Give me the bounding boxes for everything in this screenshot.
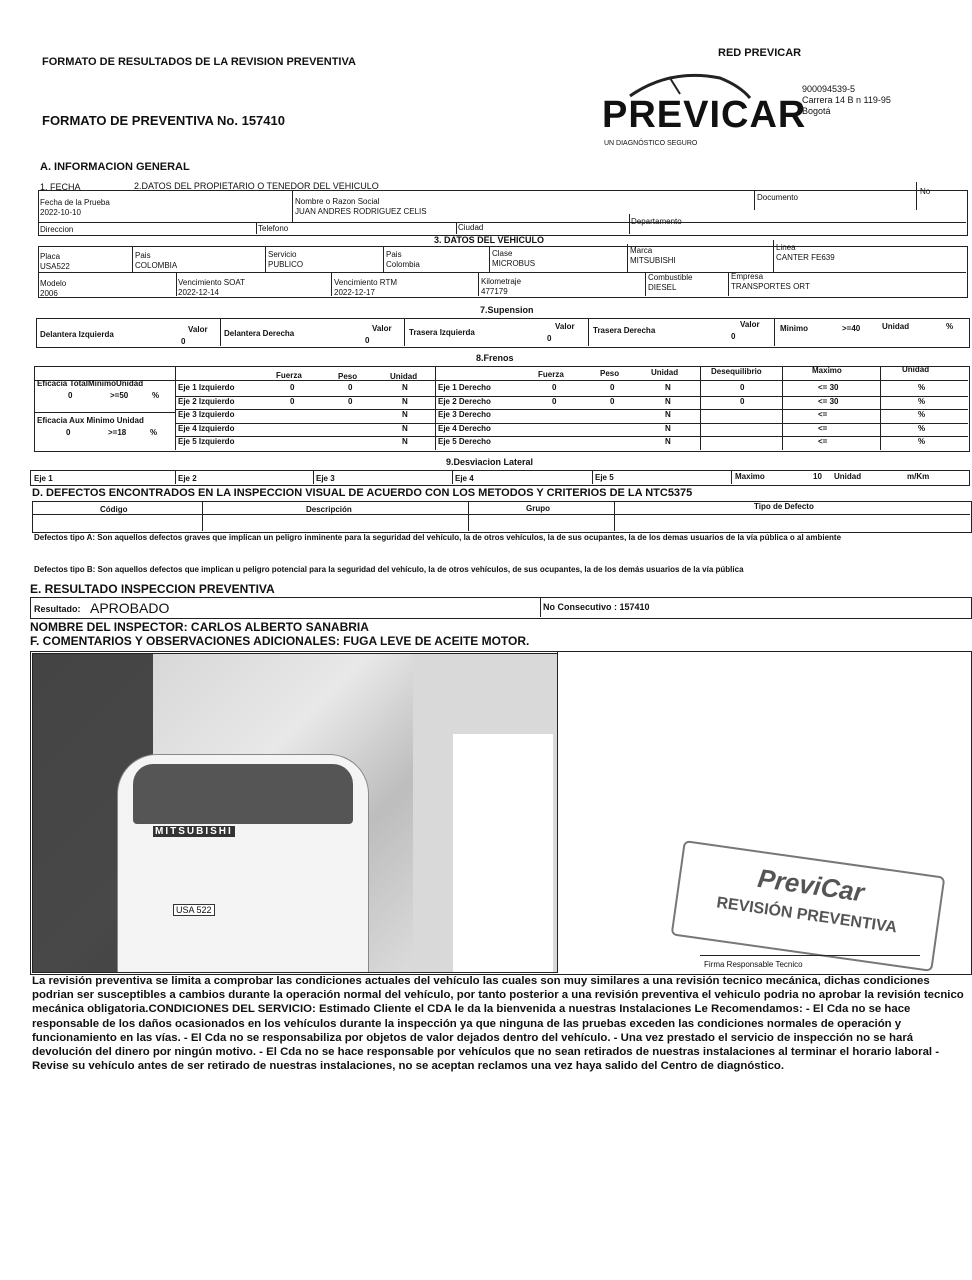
- defects-col-codigo: Código: [100, 505, 128, 514]
- placa-value: USA522: [40, 262, 70, 271]
- empresa-value: TRANSPORTES ORT: [731, 282, 810, 291]
- susp-unidad-label: Unidad: [882, 322, 910, 331]
- format-title: FORMATO DE RESULTADOS DE LA REVISION PREVENTIVA: [42, 56, 356, 68]
- company-info: [802, 84, 891, 117]
- desv-unidad-label: Unidad: [834, 472, 862, 481]
- frenos-der-label: Eje 3 Derecho: [438, 410, 491, 420]
- desv-unidad: m/Km: [907, 472, 930, 481]
- inspector-name: NOMBRE DEL INSPECTOR: CARLOS ALBERTO SANABRIA: [30, 620, 369, 634]
- frenos-der-label: Eje 2 Derecho: [438, 396, 491, 406]
- eficacia-total-label: Eficacia Total: [37, 379, 88, 388]
- desv-eje-3: Eje 3: [316, 474, 335, 483]
- comentarios: F. COMENTARIOS Y OBSERVACIONES ADICIONALES: FUGA LEVE DE ACEITE MOTOR.: [30, 634, 530, 648]
- frenos-izq-peso: 0: [348, 396, 353, 406]
- susp-4-valor: 0: [731, 332, 736, 341]
- vehicle-title: 3. DATOS DEL VEHICULO: [434, 235, 545, 245]
- desviacion-table: [30, 470, 970, 486]
- frenos-row-divider: [175, 409, 968, 410]
- linea-value: CANTER FE639: [776, 253, 835, 262]
- frenos-col-unidad-2: Unidad: [651, 368, 679, 377]
- suspension-table: [36, 318, 970, 348]
- section-d-title: D. DEFECTOS ENCONTRADOS EN LA INSPECCION VISUAL DE ACUERDO CON LOS METODOS Y CRITERIOS DE LA NTC5375: [32, 487, 693, 499]
- clase-value: MICROBUS: [492, 259, 536, 268]
- frenos-izq-label: Eje 3 Izquierdo: [178, 410, 235, 420]
- format-number: FORMATO DE PREVENTIVA No. 157410: [42, 113, 285, 128]
- frenos-unidad: %: [918, 437, 926, 447]
- frenos-der-unidad: N: [665, 396, 671, 406]
- nombre-label: Nombre o Razon Social: [295, 197, 380, 206]
- desv-eje-1: Eje 1: [34, 474, 53, 483]
- eficacia-aux: [37, 416, 144, 425]
- frenos-desequilibrio: 0: [740, 396, 745, 406]
- footer-conditions: La revisión preventiva se limita a comprobar las condiciones actuales del vehículo las cuales son muy similares a una revisión tecnico mecánica, dichas condiciones podrian ser susceptibles a cambios durante la operación normal del vehículo, por tanto posterior a una revisión preventiva el vehiculo podria no aprobar la revisión tecnico mecánica obligatoria.CONDICIONES DEL SERVICIO: Estimado Cliente el CDA le da la bienvenida a nuestras Instalaciones Le Recomendamos: - El Cda no se hace responsable de los daños ocasionados en los vehículos durante la inspección ya que ninguna de las pruebas exceden las condiciones normales de operación y funcionamiento en las vías. - El Cda no se responsabiliza por objetos de valor dejados dentro del vehículo. - Una vez prestado el servicio de inspección no se hará devolución del dinero por ningún motivo. - El Cda no se hace responsable por vehículos que no sean retirados de nuestras instalaciones al terminar el horario laboral - Revise su vehículo antes de ser retirado de nuestras instalaciones, no se aceptan reclamos una vez haya salido del Centro de diagnóstico.: [32, 975, 964, 1073]
- section-a-title: A. INFORMACION GENERAL: [40, 161, 190, 173]
- frenos-der-unidad: N: [665, 410, 671, 420]
- susp-2-label: Delantera Derecha: [224, 329, 295, 338]
- nombre-value: JUAN ANDRES RODRIGUEZ CELIS: [295, 207, 427, 216]
- frenos-izq-label: Eje 4 Izquierdo: [178, 423, 235, 433]
- modelo-value: 2006: [40, 289, 58, 298]
- frenos-der-fuerza: 0: [552, 383, 557, 392]
- suspension-title: 7.Supension: [480, 305, 534, 315]
- frenos-desequilibrio: 0: [740, 383, 745, 392]
- frenos-unidad: %: [918, 410, 926, 420]
- frenos-col-unidad-1: Unidad: [390, 372, 418, 381]
- frenos-col-fuerza-2: Fuerza: [538, 370, 564, 379]
- susp-minimo: >=40: [842, 324, 861, 333]
- stamp-text: REVISIÓN PREVENTIVA: [715, 894, 898, 937]
- frenos-col-peso-2: Peso: [600, 369, 620, 378]
- placa-label: Placa: [40, 252, 61, 261]
- eficacia-aux-valor: 0: [66, 428, 71, 437]
- frenos-der-fuerza: 0: [552, 396, 557, 406]
- result-table: [30, 597, 972, 619]
- pais2-label: Pais: [386, 250, 402, 259]
- frenos-izq-label: Eje 5 Izquierdo: [178, 437, 235, 447]
- frenos-unidad: %: [918, 396, 926, 406]
- departamento-label: Departamento: [631, 217, 682, 226]
- frenos-der-peso: 0: [610, 383, 615, 392]
- frenos-izq-unidad: N: [402, 437, 408, 447]
- eficacia-total-minimo: >=50: [110, 391, 129, 400]
- previcar-logo: [600, 64, 807, 150]
- susp-minimo-label: Minimo: [780, 324, 808, 333]
- susp-3-valor-label: Valor: [555, 322, 575, 331]
- frenos-izq-fuerza: 0: [290, 383, 295, 392]
- susp-1-valor-label: Valor: [188, 325, 208, 334]
- soat-label: Vencimiento SOAT: [178, 278, 245, 287]
- frenos-col-peso-1: Peso: [338, 372, 358, 381]
- eficacia-aux-unidad: %: [150, 428, 158, 437]
- frenos-izq-unidad: N: [402, 423, 408, 433]
- servicio-label: Servicio: [268, 250, 297, 259]
- frenos-col-fuerza-1: Fuerza: [276, 371, 302, 380]
- defects-col-descripcion: Descripción: [306, 505, 352, 514]
- eficacia-aux-unidad-label: Unidad: [116, 416, 144, 425]
- frenos-izq-fuerza: 0: [290, 396, 295, 406]
- frenos-izq-unidad: N: [402, 410, 408, 420]
- susp-4-label: Trasera Derecha: [593, 326, 656, 335]
- frenos-maximo: <= 30: [818, 383, 839, 392]
- susp-3-label: Trasera Izquierda: [409, 328, 475, 337]
- defects-col-grupo: Grupo: [526, 504, 550, 513]
- susp-3-valor: 0: [547, 334, 552, 343]
- frenos-row-divider: [175, 436, 968, 437]
- brand-name: PREVICAR: [602, 94, 807, 136]
- frenos-izq-label: Eje 2 Izquierdo: [178, 396, 235, 406]
- frenos-col-unidad-3: Unidad: [902, 365, 930, 374]
- frenos-izq-unidad: N: [402, 396, 408, 406]
- linea-label: Linea: [776, 243, 796, 252]
- clase-label: Clase: [492, 249, 513, 258]
- desv-eje-4: Eje 4: [455, 474, 474, 483]
- frenos-der-unidad: N: [665, 423, 671, 433]
- soat-value: 2022-12-14: [178, 288, 219, 297]
- firma-label: Firma Responsable Tecnico: [704, 960, 803, 969]
- fecha-prueba-value: 2022-10-10: [40, 208, 81, 217]
- frenos-title: 8.Frenos: [476, 353, 514, 363]
- owner-label: 2.DATOS DEL PROPIETARIO O TENEDOR DEL VEHICULO: [134, 181, 379, 191]
- frenos-row-divider: [175, 396, 968, 397]
- stamp-brand: PreviCar: [755, 862, 866, 908]
- network-name: RED PREVICAR: [718, 47, 802, 59]
- pais-value: COLOMBIA: [135, 261, 178, 270]
- frenos-der-unidad: N: [665, 437, 671, 447]
- company-nit: 900094539-5: [802, 84, 856, 94]
- photo-plate: USA 522: [173, 904, 215, 916]
- eficacia-total-unidad: %: [152, 391, 160, 400]
- susp-1-label: Delantera Izquierda: [40, 330, 114, 339]
- frenos-der-peso: 0: [610, 396, 615, 406]
- resultado-label: Resultado:: [34, 604, 81, 614]
- frenos-col-deseq: Desequilibrio: [711, 367, 762, 376]
- frenos-izq-label: Eje 1 Izquierdo: [178, 383, 235, 392]
- company-city: Bogotá: [802, 106, 831, 116]
- rtm-value: 2022-12-17: [334, 288, 375, 297]
- pais-label: Pais: [135, 251, 151, 260]
- susp-2-valor: 0: [365, 336, 370, 345]
- eficacia-total-unidad-label: Unidad: [115, 379, 144, 388]
- desv-maximo: 10: [813, 472, 822, 481]
- eficacia-aux-minimo-label: Minimo: [86, 416, 115, 425]
- modelo-label: Modelo: [40, 279, 67, 288]
- susp-4-valor-label: Valor: [740, 320, 760, 329]
- eficacia-aux-label: Eficacia Aux: [37, 416, 85, 425]
- direccion-label: Direccion: [40, 225, 74, 234]
- combustible-label: Combustible: [648, 273, 693, 282]
- desv-eje-2: Eje 2: [178, 474, 197, 483]
- marca-value: MITSUBISHI: [630, 256, 676, 265]
- resultado-value: APROBADO: [90, 600, 170, 616]
- company-address: Carrera 14 B n 119-95: [802, 95, 891, 105]
- no-label: No: [920, 187, 931, 196]
- eficacia-total: [37, 379, 143, 388]
- frenos-der-unidad: N: [665, 383, 671, 392]
- brand-tagline: UN DIAGNÓSTICO SEGURO: [604, 140, 698, 147]
- km-value: 477179: [481, 287, 508, 296]
- fecha-prueba-label: Fecha de la Prueba: [40, 198, 110, 207]
- frenos-izq-unidad: N: [402, 383, 408, 392]
- eficacia-total-valor: 0: [68, 391, 73, 400]
- owner-table: [38, 190, 968, 236]
- frenos-der-label: Eje 4 Derecho: [438, 423, 491, 433]
- defectos-tipo-b: Defectos tipo B: Son aquellos defectos que implican u peligro potencial para la seguridad del vehículo, la de otros vehículos, de sus ocupantes, la de los demás usuarios de la vía pública: [34, 565, 744, 574]
- desv-eje-5: Eje 5: [595, 473, 614, 482]
- defectos-tipo-a: Defectos tipo A: Son aquellos defectos graves que implican un peligro inminente para la seguridad del vehículo, la de otros vehículos, la de sus ocupantes, la de los demas usuarios de la vía pública o al ambiente: [34, 533, 842, 542]
- fecha-label: 1. FECHA: [40, 182, 81, 192]
- empresa-label: Empresa: [731, 272, 764, 281]
- telefono-label: Telefono: [258, 224, 289, 233]
- pais2-value: Colombia: [386, 260, 420, 269]
- frenos-maximo: <=: [818, 423, 828, 433]
- rtm-label: Vencimiento RTM: [334, 278, 397, 287]
- desviacion-title: 9.Desviacion Lateral: [446, 457, 534, 467]
- consecutivo: No Consecutivo : 157410: [543, 602, 650, 612]
- frenos-col-maximo: Maximo: [812, 366, 842, 375]
- marca-label: Marca: [630, 246, 653, 255]
- km-label: Kilometraje: [481, 277, 522, 286]
- susp-1-valor: 0: [181, 337, 186, 346]
- photo-badge: MITSUBISHI: [155, 826, 233, 837]
- frenos-maximo: <=: [818, 410, 828, 420]
- documento-label: Documento: [757, 193, 798, 202]
- defects-col-tipo: Tipo de Defecto: [754, 502, 814, 511]
- frenos-der-label: Eje 5 Derecho: [438, 437, 491, 447]
- frenos-der-label: Eje 1 Derecho: [438, 383, 491, 392]
- servicio-value: PUBLICO: [268, 260, 304, 269]
- frenos-izq-peso: 0: [348, 383, 353, 392]
- frenos-maximo: <=: [818, 437, 828, 447]
- frenos-maximo: <= 30: [818, 396, 839, 406]
- section-e-title: E. RESULTADO INSPECCION PREVENTIVA: [30, 582, 275, 596]
- desv-maximo-label: Maximo: [735, 472, 765, 481]
- susp-unidad: %: [946, 322, 954, 331]
- eficacia-aux-minimo: >=18: [108, 428, 127, 437]
- frenos-unidad: %: [918, 383, 926, 392]
- susp-2-valor-label: Valor: [372, 324, 392, 333]
- combustible-value: DIESEL: [648, 283, 677, 292]
- ciudad-label: Ciudad: [458, 223, 484, 232]
- eficacia-total-minimo-label: Minimo: [87, 379, 116, 388]
- frenos-row-divider: [175, 423, 968, 424]
- defects-table: [32, 501, 972, 533]
- frenos-unidad: %: [918, 423, 926, 433]
- vehicle-photo: [32, 653, 558, 973]
